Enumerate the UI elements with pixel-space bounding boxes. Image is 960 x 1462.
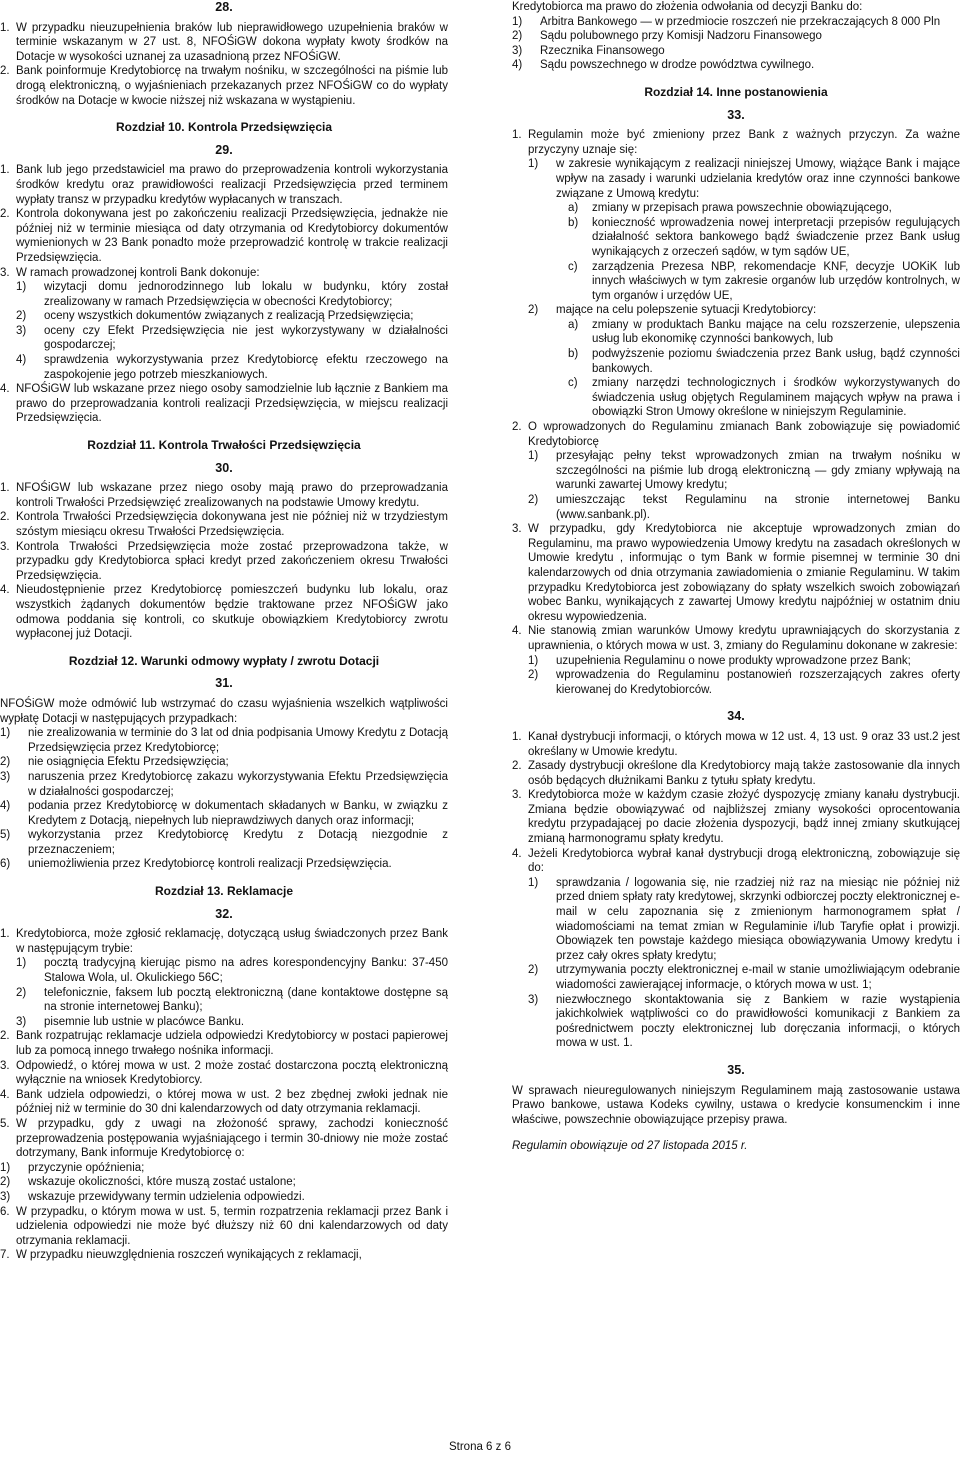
list-item: 1) uzupełnienia Regulaminu o nowe produkty wprowadzone przez Bank; — [528, 654, 911, 667]
list-item: b) konieczność wprowadzenia nowej interpretacji przepisów regulujących działalność sektora bankowego bądź świadczenie przez Bank usług wynikających z orzeczeń sądów, w tym sądów UE, — [568, 216, 960, 258]
list-item: 3) wskazuje przewidywany termin udzielenia odpowiedzi. — [0, 1190, 305, 1203]
article-31-heading: 31. — [215, 676, 233, 691]
article-34-heading: 34. — [727, 709, 745, 724]
paragraph: 4. Jeżeli Kredytobiorca wybrał kanał dystrybucji drogą elektroniczną, zobowiązuje się do: — [512, 847, 960, 875]
list-item: 2) oceny wszystkich dokumentów związanych z realizacją Przedsięwzięcia; — [16, 310, 414, 323]
paragraph: 2. O wprowadzonych do Regulaminu zmianach Bank zobowiązuje się powiadomić Kredytobiorcę — [512, 421, 960, 448]
list-item: 1) przesyłając pełny tekst wprowadzonych zmian na trwałym nośniku w szczególności na piśmie lub drogą elektroniczną — gdy zmiany wpływają na warunki zawartej Umowy kredytu; — [528, 450, 960, 492]
paragraph: 7. W przypadku nieuwzględnienia roszczeń wynikających z reklamacji, — [0, 1249, 362, 1262]
list-item: a) zmiany w przepisach prawa powszechnie obowiązującego, — [568, 202, 892, 215]
paragraph: Kredytobiorca ma prawo do złożenia odwołania od decyzji Banku do: — [512, 1, 863, 13]
list-item: c) zarządzenia Prezesa NBP, rekomendacje KNF, decyzje UOKiK lub innych właściwych w tym zakresie organów lub urzędów kontrolnych, w tym organów i urzędów UE, — [568, 260, 960, 302]
list-item: 3) naruszenia przez Kredytobiorcę zakazu wykorzystywania Efektu Przedsięwzięcia w działalności gospodarczej; — [0, 770, 448, 798]
list-item: b) podwyższenie poziomu świadczenia przez Bank usług, bądź czynności bankowych. — [568, 348, 960, 375]
list-item: 1) wizytacji domu jednorodzinnego lub lokalu w budynku, który został zrealizowany w ramach Przedsięwzięcia w obecności Kredytobiorcy; — [16, 281, 448, 308]
list-item: 2) mające na celu polepszenie sytuacji Kredytobiorcy: — [528, 304, 817, 317]
page-footer: Strona 6 z 6 — [448, 1441, 511, 1453]
paragraph: 6. W przypadku, o którym mowa w ust. 5, termin rozpatrzenia reklamacji przez Bank i udzielenia odpowiedzi nie może być dłuższy niż 60 dni kalendarzowych od daty otrzymania reklamacji. — [0, 1205, 448, 1247]
list-item: 1) w zakresie wynikającym z realizacji niniejszej Umowy, wiążące Bank i mające wpływ na zasady i warunki udzielania kredytów oraz inne czynności bankowe związane z Umową kredytu: — [528, 158, 960, 200]
list-item: 2) nie osiągnięcia Efektu Przedsięwzięcia; — [0, 756, 229, 769]
paragraph: 2. Bank rozpatrując reklamacje udziela odpowiedzi Kredytobiorcy w postaci papierowej lub za pomocą innego trwałego nośnika informacji. — [0, 1030, 448, 1057]
list-item: c) zmiany narzędzi technologicznych i środków wykorzystywanych do świadczenia usług objętych Regulaminem mających wpływ na prawa i obowiązki Stron Umowy określone w niniejszym Regulaminie. — [568, 377, 960, 419]
chapter-14-heading: Rozdział 14. Inne postanowienia — [644, 84, 828, 99]
article-28-heading: 28. — [215, 0, 233, 14]
paragraph: 1. Bank lub jego przedstawiciel ma prawo do przeprowadzenia kontroli wykorzystania środków kredytu oraz prawidłowości realizacji Przedsięwzięcia przed terminem wypłaty transz w przypadku kredytów wypłacanych w transzach. — [0, 164, 448, 206]
paragraph: 1. NFOŚiGW lub wskazane przez niego osoby mają prawo do przeprowadzania kontroli Trwałości Przedsięwzięć zrealizowanych na podstawie Umowy kredytu. — [0, 482, 448, 509]
paragraph: 4. NFOŚiGW lub wskazane przez niego osoby samodzielnie lub łącznie z Bankiem ma prawo do przeprowadzania kontroli realizacji Przedsięwzięcia, w miejscu realizacji Przedsięwzięcia. — [0, 383, 448, 425]
article-35-heading: 35. — [727, 1062, 745, 1077]
paragraph: 1. Regulamin może być zmieniony przez Bank z ważnych przyczyn. Za ważne przyczyny uznaje się: — [512, 129, 960, 156]
list-item: 6) uniemożliwienia przez Kredytobiorcę kontroli realizacji Przedsięwzięcia. — [0, 858, 392, 871]
paragraph: 3. Odpowiedź, o której mowa w ust. 2 może zostać dostarczona pocztą elektroniczną wyłącznie na wniosek Kredytobiorcy. — [0, 1059, 448, 1087]
paragraph: 4. Nieudostępnienie przez Kredytobiorcę pomieszczeń budynku lub lokalu, oraz wszystkich żądanych dokumentów będzie traktowane przez NFOŚiGW jako odmowa poddania się kontroli, co skutkuje obowiązkiem Kredytobiorcy zwrotu wypłaconej już Dotacji. — [0, 584, 448, 641]
list-item: a) zmiany w produktach Banku mające na celu rozszerzenie, ulepszenia usług lub ekonomikę czynności bankowych, lub — [568, 318, 960, 346]
paragraph: 2. Bank poinformuje Kredytobiorcę na trwałym nośniku, w szczególności na piśmie lub drogą elektroniczną, o wyjaśnieniach przekazanych przez NFOŚiGW co do wypłaty środków na Dotacje w kwocie niższej niż wskazana w wystąpieniu. — [0, 65, 448, 107]
chapter-12-heading: Rozdział 12. Warunki odmowy wypłaty / zwrotu Dotacji — [68, 653, 380, 668]
closing-statement: Regulamin obowiązuje od 27 listopada 2015 r. — [512, 1140, 748, 1153]
paragraph: 1. Kredytobiorca, może zgłosić reklamację, dotyczącą usług świadczonych przez Bank w następującym trybie: — [0, 928, 448, 955]
paragraph: 3. W przypadku, gdy Kredytobiorca nie akceptuje wprowadzonych zmian do Regulaminu, ma prawo wypowiedzenia Umowy kredytu na zasadach określonych w Umowie kredytu , informując o tym Bank w formie pisemnej w terminie 30 dni kalendarzowych od dnia otrzymania zawiadomienia o zmianie Regulaminu. W takim przypadku Kredytobiorca jest zobowiązany do spłaty wszelkich swoich zobowiązań wobec Banku, wynikających z zawartej Umowy kredytu najpóźniej w ostatnim dniu okresu wypowiedzenia. — [512, 523, 960, 623]
list-item: 3) niezwłocznego skontaktowania się z Bankiem w razie wystąpienia jakichkolwiek wątpliwości co do prawidłowości komunikacji z Bankiem za pośrednictwem poczty elektronicznej lub doręczania informacji, o których mowa w ust. 1. — [528, 993, 960, 1050]
paragraph: W sprawach nieuregulowanych niniejszym Regulaminem mają zastosowanie ustawa Prawo bankowe, ustawa Kodeks cywilny, ustawa o kredycie konsumenckim i inne właściwe, powszechnie obowiązujące przepisy prawa. — [512, 1084, 960, 1126]
paragraph: 3. Kredytobiorca może w każdym czasie złożyć dyspozycję zmiany kanału dystrybucji. Zmiana będzie obowiązywać od najbliższej zmiany wysokości oprocentowania kredytu przypadającej po dacie złożenia dyspozycji, bądź innej zmiany skutkującej zmianą harmonogramu spłaty kredytu. — [512, 789, 960, 846]
article-29-heading: 29. — [215, 142, 233, 157]
paragraph: 3. Kontrola Trwałości Przedsięwzięcia może zostać przeprowadzona także, w przypadku gdy Kredytobiorca spłaci kredyt przed zakończeniem okresu Trwałości Przedsięwzięcia. — [0, 540, 448, 582]
chapter-10-heading: Rozdział 10. Kontrola Przedsięwzięcia — [115, 120, 333, 135]
article-32-heading: 32. — [215, 906, 233, 921]
paragraph: 4. Nie stanowią zmian warunków Umowy kredytu uprawniających do skorzystania z uprawnienia, o których mowa w ust. 3, zmiany do Regulaminu dokonane w zakresie: — [512, 625, 960, 652]
paragraph: 1. W przypadku nieuzupełnienia braków lub nieprawidłowego uzupełnienia braków w terminie wskazanym w 27 ust. 8, NFOŚiGW dokona wypłaty kwoty środków na Dotacje w wysokości uznanej za uzasadnioną przez NFOŚiGW. — [0, 21, 448, 63]
list-item: 1) Arbitra Bankowego — w przedmiocie roszczeń nie przekraczających 8 000 Pln — [512, 15, 941, 28]
list-item: 2) umieszczając tekst Regulaminu na stronie internetowej Banku (www.sanbank.pl). — [528, 494, 960, 521]
list-item: 1) pocztą tradycyjną kierując pismo na adres korespondencyjny Banku: 37-450 Stalowa Wola, ul. Okulickiego 56C; — [16, 957, 448, 985]
list-item: 4) Sądu powszechnego w drodze powództwa cywilnego. — [512, 59, 815, 72]
list-item: 3) pisemnie lub ustnie w placówce Banku. — [16, 1015, 245, 1028]
paragraph: 2. Kontrola dokonywana jest po zakończeniu realizacji Przedsięwzięcia, jednakże nie później niż w terminie miesiąca od daty otrzymania od Kredytobiorcy dokumentów wymienionych w 23 Bank ponadto może przeprowadzić kontrolę w trakcie realizacji Przedsięwzięcia. — [0, 208, 448, 264]
list-item: 2) telefonicznie, faksem lub pocztą elektroniczną (dane kontaktowe dostępne są na stronie internetowej Banku); — [16, 986, 448, 1014]
paragraph: 3. W ramach prowadzonej kontroli Bank dokonuje: — [0, 266, 260, 279]
list-item: 1) sprawdzania / logowania się, nie rzadziej niż raz na miesiąc nie później niż przed dniem spłaty raty kredytowej, skrzynki odbiorczej poczty elektronicznej e-mail w celu zapoznania się z zmienionym harmonogramem spłat / wiadomościami na temat zmian w Regulaminie i/lub Taryfie opłat i prowizji. Obowiązek ten powstaje każdego miesiąca obowiązywania Umowy kredytu i przez cały okres spłaty kredytu; — [528, 876, 960, 962]
article-33-heading: 33. — [727, 107, 745, 122]
list-item: 2) Sądu polubownego przy Komisji Nadzoru Finansowego — [512, 30, 822, 43]
paragraph: 2. Kontrola Trwałości Przedsięwzięcia dokonywana jest nie później niż w trzydziestym szóstym miesiącu okresu Trwałości Przedsięwzięcia. — [0, 511, 448, 538]
list-item: 3) Rzecznika Finansowego — [512, 44, 665, 57]
right-column — [512, 0, 960, 1154]
chapter-13-heading: Rozdział 13. Reklamacje — [154, 884, 294, 899]
left-column — [0, 0, 448, 1263]
paragraph: NFOŚiGW może odmówić lub wstrzymać do czasu wyjaśnienia wszelkich wątpliwości wypłatę Dotacji w następujących przypadkach: — [0, 697, 448, 725]
list-item: 2) wprowadzenia do Regulaminu postanowień rozszerzających zakres oferty kierowanej do Kredytobiorców. — [528, 669, 960, 696]
paragraph: 5. W przypadku, gdy z uwagi na złożoność sprawy, zachodzi konieczność przeprowadzenia postępowania wyjaśniającego i termin 30-dniowy nie może zostać dotrzymany, Bank informuje Kredytobiorcę o: — [0, 1117, 448, 1160]
list-item: 2) wskazuje okoliczności, które muszą zostać ustalone; — [0, 1176, 296, 1189]
list-item: 4) sprawdzenia wykorzystywania przez Kredytobiorcę efektu rzeczowego na zaspokojenie jego potrzeb mieszkaniowych. — [16, 354, 448, 381]
list-item: 4) podania przez Kredytobiorcę w dokumentach składanych w Banku, w związku z Kredytem z Dotacją, niepełnych lub nieprawdziwych danych oraz informacji; — [0, 800, 448, 827]
list-item: 3) oceny czy Efekt Przedsięwzięcia nie jest wykorzystywany w działalności gospodarczej; — [16, 324, 448, 352]
article-30-heading: 30. — [215, 460, 233, 475]
chapter-11-heading: Rozdział 11. Kontrola Trwałości Przedsięwzięcia — [87, 438, 361, 453]
paragraph: 4. Bank udziela odpowiedzi, o której mowa w ust. 2 bez zbędnej zwłoki jednak nie później niż w terminie do 30 dni kalendarzowych od daty otrzymania reklamacji. — [0, 1088, 448, 1116]
list-item: 2) utrzymywania poczty elektronicznej e-mail w stanie umożliwiającym odebranie wiadomości zawierającej informacje, o których mowa w ust. 1; — [528, 964, 960, 991]
list-item: 1) nie zrealizowania w terminie do 3 lat od dnia podpisania Umowy Kredytu z Dotacją Przedsięwzięcia przez Kredytobiorcę; — [0, 727, 448, 754]
list-item: 5) wykorzystania przez Kredytobiorcę Kredytu z Dotacją niezgodnie z przeznaczeniem; — [0, 829, 448, 856]
paragraph: 2. Zasady dystrybucji określone dla Kredytobiorcy mają także zastosowanie dla innych osób będących dłużnikami Banku z tytułu spłaty kredytu. — [512, 760, 960, 787]
paragraph: 1. Kanał dystrybucji informacji, o których mowa w 12 ust. 4, 13 ust. 9 oraz 33 ust.2 jest określany w Umowie kredytu. — [512, 730, 960, 758]
list-item: 1) przyczynie opóźnienia; — [0, 1161, 145, 1174]
